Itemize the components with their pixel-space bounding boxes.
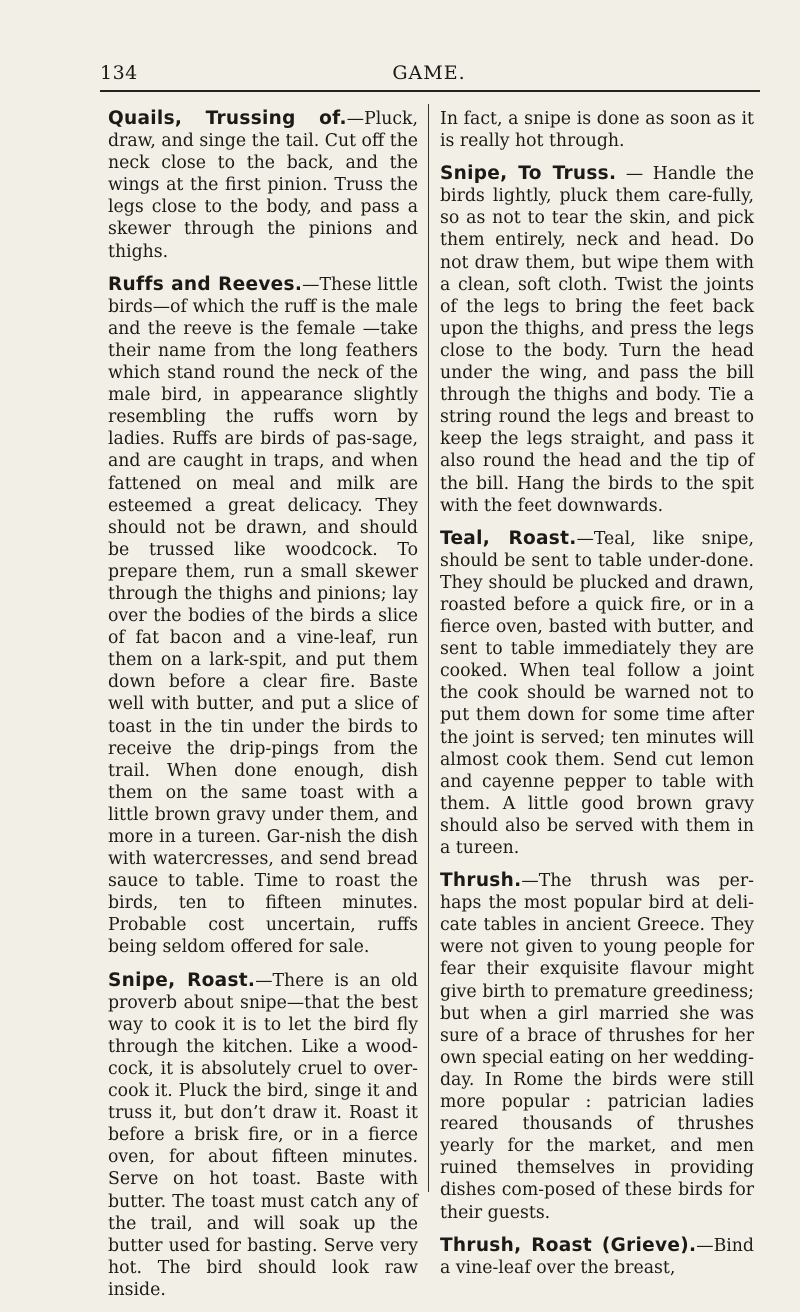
entry-title: Teal, Roast. [440,527,577,549]
entry-thrush [440,870,754,1224]
entry-snipe-to-truss [440,163,754,517]
entry-title: Thrush. [440,870,522,892]
entry-body: —Pluck, draw, and singe the tail. Cut off the neck close to the back, and the wings at the first pinion. Truss the legs close to the body, and pass a skewer through the pinions and thighs. [108,109,418,262]
running-title: GAME. [392,62,466,84]
right-column [440,108,754,1290]
entry-title: Snipe, To Truss. [440,163,617,185]
entry-body: —The thrush was per-haps the most popular bird at deli-cate tables in ancient Greece. They were not given to young people for fear their exquisite flavour might give birth to premature greediness; but when a girl married she was sure of a brace of thrushes for her own special eating on her wedding-day. In Rome the birds were still more popular : patrician ladies reared thousands of thrushes yearly for the market, and men ruined themselves in providing dishes com-posed of these birds for their guests. [440,871,754,1223]
entry-quails-trussing [108,108,418,263]
entry-body: —These little birds—of which the ruff is the male and the reeve is the female —take their name from the long feathers which stand round the neck of the male bird, in appearance slightly resembling the ruffs worn by ladies. Ruffs are birds of pas-sage, and are caught in traps, and when fattened on meal and milk are esteemed a great delicacy. They should not be drawn, and should be trussed like woodcock. To prepare them, run a small skewer through the thighs and pinions; lay over the bodies of the birds a slice of fat bacon and a vine-leaf, run them on a lark-spit, and put them down before a clear fire. Baste well with butter, and put a slice of toast in the tin under the birds to receive the drip-pings from the trail. When done enough, dish them on the same toast with a little brown gravy under them, and more in a tureen. Gar-nish the dish with watercresses, and send bread sauce to table. Time to roast the birds, ten to fifteen minutes. Probable cost uncertain, ruffs being seldom offered for sale. [108,274,419,958]
page-number: 134 [100,62,138,84]
column-divider [428,104,429,1192]
entry-body: — Handle the birds lightly, pluck them care-fully, so as not to tear the skin, and pick them entirely, neck and head. Do not draw them, but wipe them with a clean, soft cloth. Twist the joints of the legs to bring the feet back upon the thighs, and press the legs close to the body. Turn the head under the wing, and pass the bill through the thighs and body. Tie a string round the legs and breast to keep the legs straight, and pass it also round the head and the tip of the bill. Hang the birds to the spit with the feet downwards. [440,164,754,516]
entry-body: —Bind a vine-leaf over the breast, [440,1235,754,1278]
entry-title: Quails, Trussing of. [108,108,347,129]
entry-title: Snipe, Roast. [108,969,256,991]
entry-body: In fact, a snipe is done as soon as it is really hot through. [440,109,754,152]
entry-title: Thrush, Roast (Grieve). [440,1234,697,1256]
header-rule [100,90,760,92]
entry-ruffs-and-reeves [108,274,418,959]
entry-snipe-roast [108,970,418,1301]
entry-thrush-roast-grieve [440,1235,754,1279]
entry-body: —There is an old proverb about snipe—that the best way to cook it is to let the bird fly through the kitchen. Like a wood-cock, it is absolutely cruel to over-cook it. Pluck the bird, singe it and truss it, but don’t draw it. Roast it before a brisk fire, or in a fierce oven, for about fifteen minutes. Serve on hot toast. Baste with butter. The toast must catch any of the trail, and will soak up the butter used for basting. Serve very hot. The bird should look raw inside. [108,970,418,1300]
entry-snipe-roast-continued [440,108,754,152]
entry-teal-roast [440,528,754,859]
entry-body: —Teal, like snipe, should be sent to table under-done. They should be plucked and drawn, roasted before a quick fire, or in a fierce oven, basted with butter, and sent to table immediately they are cooked. When teal follow a joint the cook should be warned not to put them down for some time after the joint is served; ten minutes will almost cook them. Send cut lemon and cayenne pepper to table with them. A little good brown gravy should also be served with them in a tureen. [440,528,754,858]
left-column [108,108,418,1312]
entry-title: Ruffs and Reeves. [108,273,303,295]
